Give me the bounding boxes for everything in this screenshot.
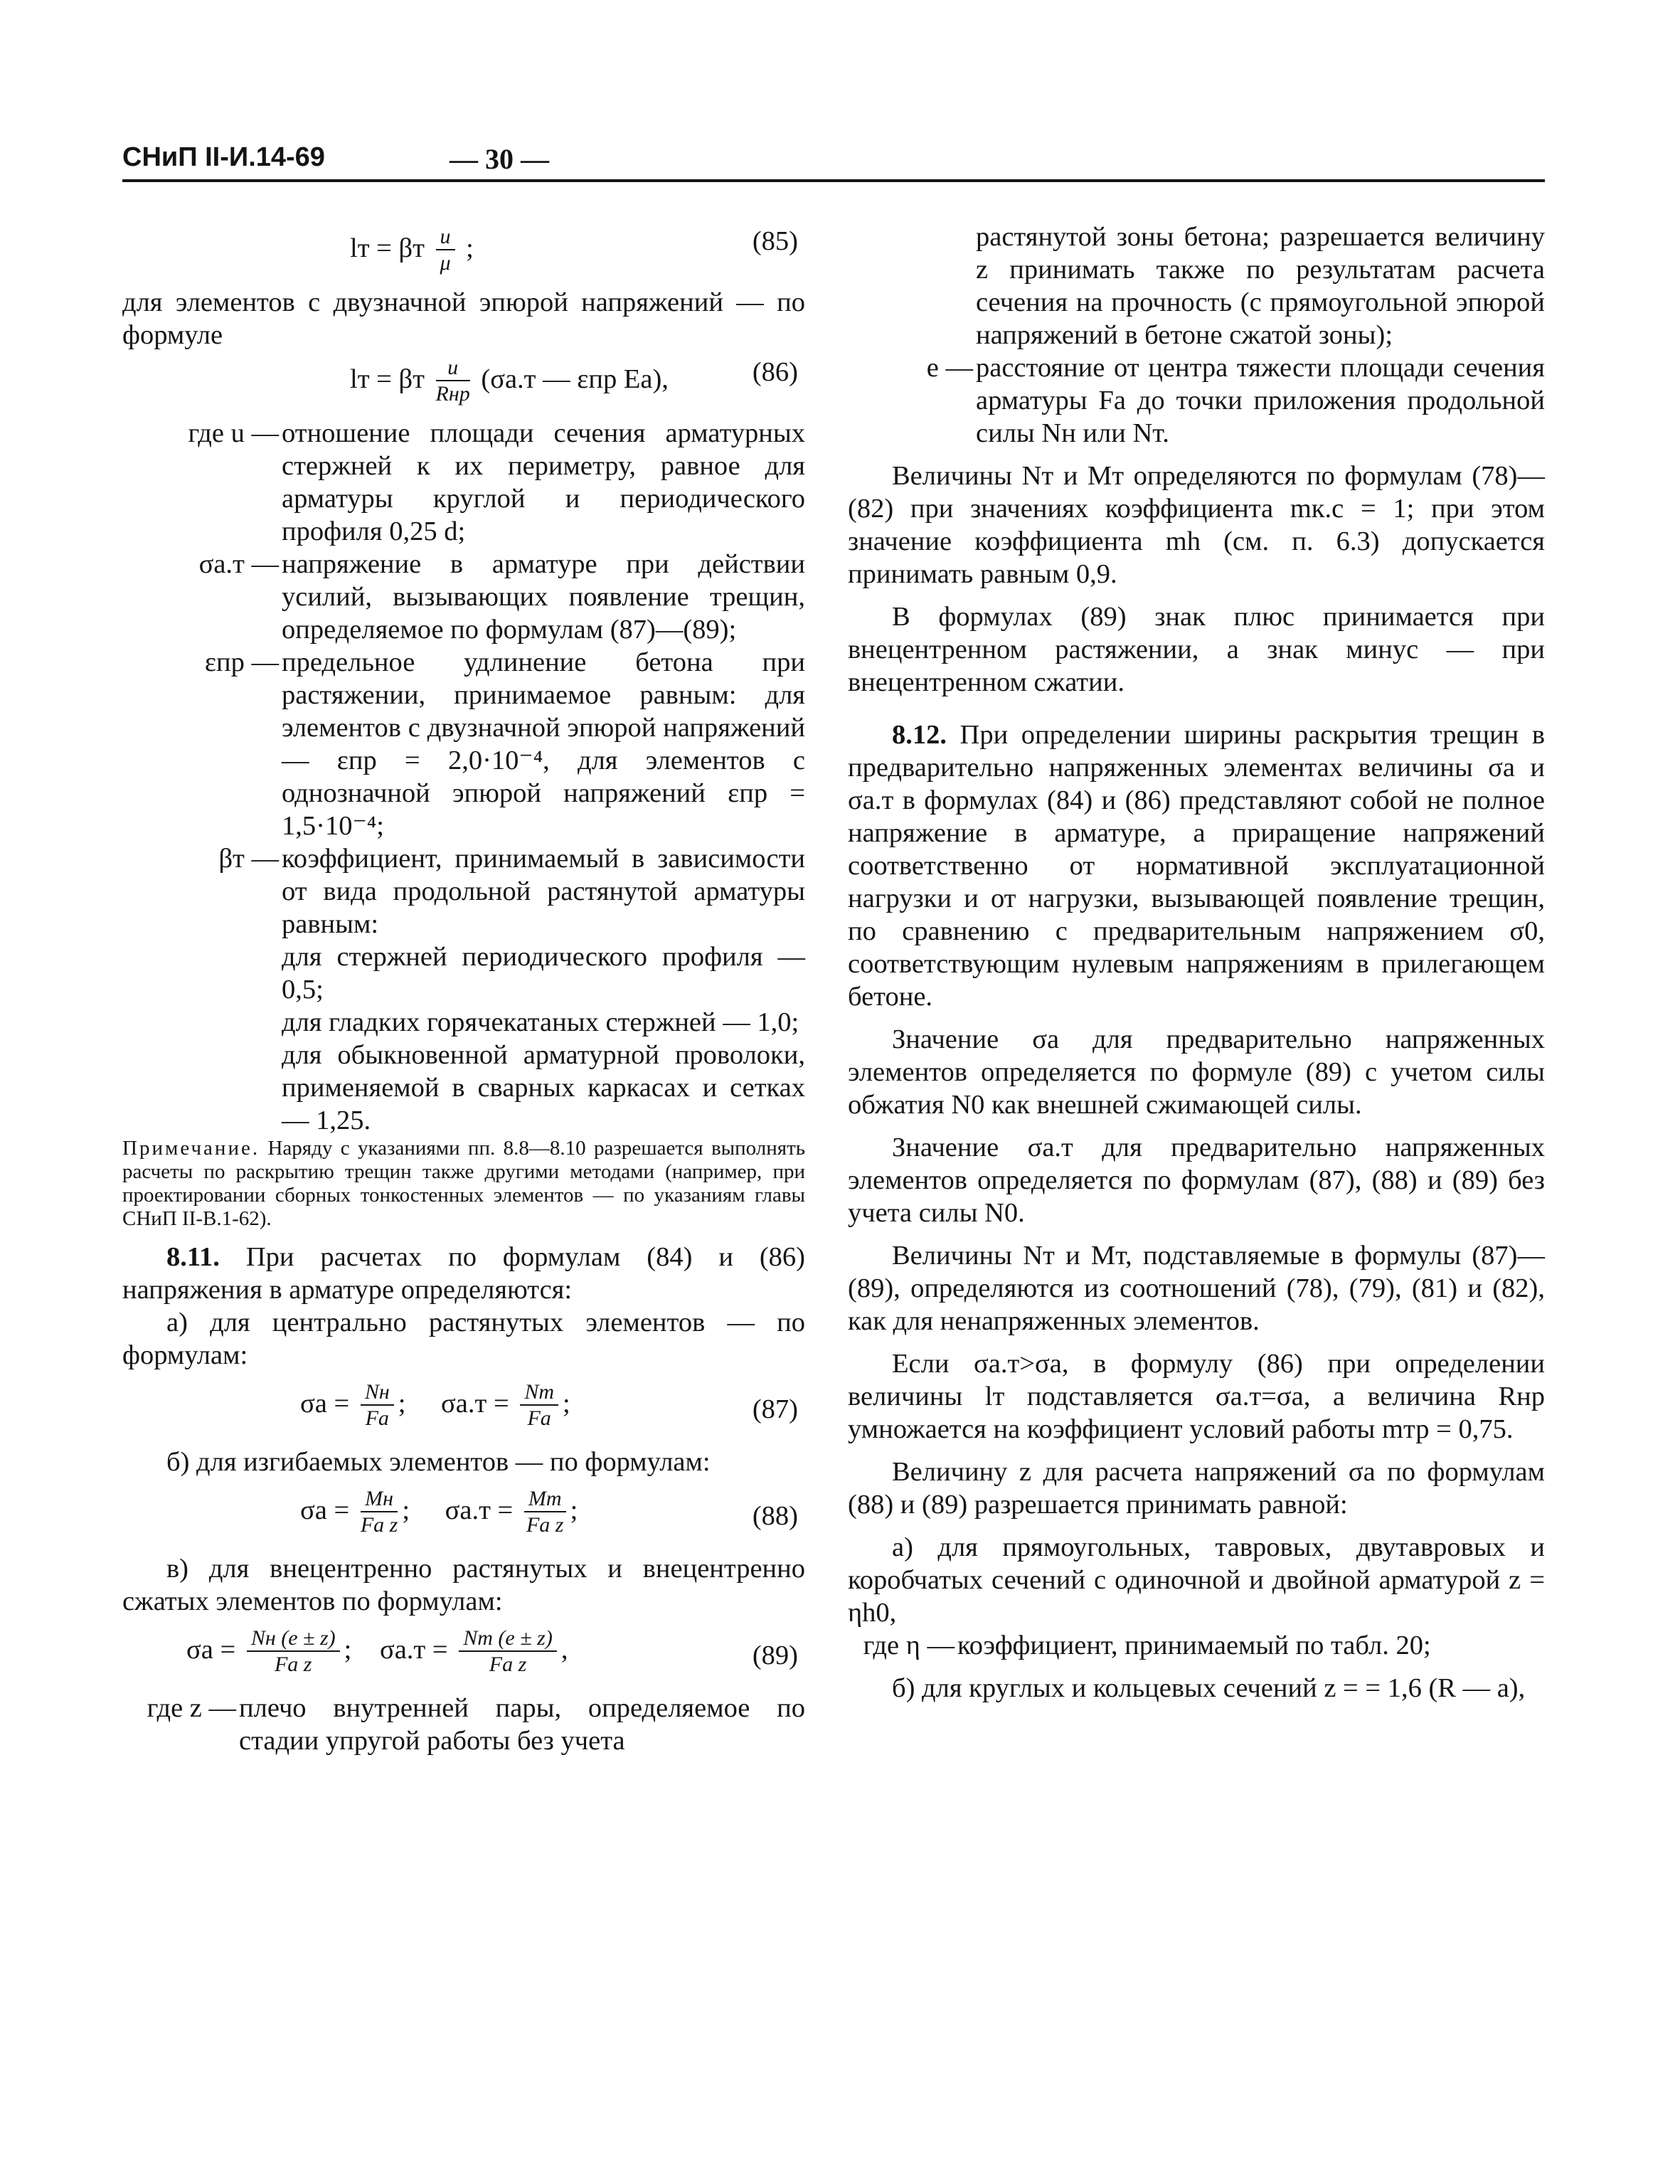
definition-sigma bbox=[122, 548, 805, 646]
definition-u bbox=[122, 417, 805, 548]
formula-lhs: σа.т = bbox=[379, 1634, 448, 1665]
page-number: — 30 — bbox=[450, 143, 549, 175]
formula-denominator: Fа bbox=[527, 1406, 551, 1430]
formula-numerator: u bbox=[436, 356, 470, 381]
formula-denominator: Fа z bbox=[526, 1513, 564, 1537]
definition-term: εпр — bbox=[204, 647, 279, 677]
definition-term: где η — bbox=[863, 1631, 955, 1660]
paragraph: В формулах (89) знак плюс принимается при внецентренном растяжении, а знак минус — при внецентренном сжатии. bbox=[848, 602, 1545, 697]
formula-numerator: Nт bbox=[520, 1380, 558, 1406]
formula-lhs: σа = bbox=[186, 1634, 236, 1665]
definition-text: предельное удлинение бетона при растяжении, принимаемое равным: для элементов с двузначной эпюрой напряжений — εпр = 2,0·10⁻⁴, для элементов с однозначной эпюрой напряжений εпр = 1,5·10⁻⁴; bbox=[282, 647, 805, 841]
definition-z bbox=[122, 1692, 805, 1757]
formula-number: (87) bbox=[752, 1394, 798, 1424]
formula-tail: (σа.т — εпр Eа), bbox=[481, 364, 669, 394]
list-item: для гладких горячекатаных стержней — 1,0; bbox=[282, 1007, 799, 1037]
formula-numerator: Nт (e ± z) bbox=[459, 1626, 557, 1652]
formula-denominator: Fа z bbox=[489, 1653, 527, 1676]
definition-term: где u — bbox=[188, 418, 279, 448]
definition-eta bbox=[848, 1629, 1545, 1662]
formula-lhs: σа = bbox=[300, 1495, 350, 1525]
definition-term: βт — bbox=[218, 844, 279, 874]
definition-text: коэффициент, принимаемый в зависимости от вида продольной растянутой арматуры равным: bbox=[282, 844, 805, 939]
note-label: Примечание. bbox=[122, 1137, 260, 1160]
definition-text: коэффициент, принимаемый по табл. 20; bbox=[957, 1631, 1431, 1660]
formula-numerator: Mт bbox=[524, 1487, 566, 1512]
formula-denominator: Rнр bbox=[435, 382, 470, 405]
left-column bbox=[122, 221, 805, 1757]
paragraph: Если σа.т>σа, в формулу (86) при определении величины lт подставляется σа.т=σа, а величина Rнр умножается на коэффициент условий работы mтр = 0,75. bbox=[848, 1349, 1545, 1444]
formula-numerator: Nн bbox=[361, 1380, 394, 1406]
formula-86 bbox=[122, 351, 805, 417]
formula-lhs: σа.т = bbox=[441, 1388, 509, 1419]
document-id: СНиП II-И.14-69 bbox=[122, 142, 325, 172]
formula-number: (86) bbox=[752, 357, 798, 387]
note bbox=[122, 1137, 805, 1231]
definition-z-continued bbox=[848, 221, 1545, 351]
item-a: а) для прямоугольных, тавровых, двутавровых и коробчатых сечений с одиночной и двойной арматурой z = ηh0, bbox=[848, 1532, 1545, 1628]
beta-values bbox=[122, 940, 805, 1137]
formula-numerator: Mн bbox=[361, 1487, 398, 1512]
item-v: в) для внецентренно растянутых и внецентренно сжатых элементов по формулам: bbox=[122, 1554, 805, 1616]
formula-lhs: σа = bbox=[300, 1388, 350, 1419]
paragraph-8-12 bbox=[848, 719, 1545, 1013]
formula-88: σа = $\frac{Mн}{\text{Fа z}}$ ; σа.т = $\frac{Mт}{\text{Fа z}}$ ; (88) bbox=[300, 1487, 798, 1537]
definition-beta bbox=[122, 842, 805, 940]
paragraph: Величины Nт и Mт, подставляемые в формулы (87)—(89), определяются из соотношений (78), (79), (81) и (82), как для ненапряженных элементов. bbox=[848, 1241, 1545, 1336]
definition-text: плечо внутренней пары, определяемое по стадии упругой работы без учета bbox=[239, 1693, 805, 1756]
formula-89: σа = $\frac{Nн (e \pm z)}{\text{Fа z}}$ ; σа.т = $\frac{Nт (e \pm z)}{\text{Fа z}}$ , (89) bbox=[186, 1626, 798, 1676]
list-item: для обыкновенной арматурной проволоки, применяемой в сварных каркасах и сетках — 1,25. bbox=[282, 1040, 805, 1135]
paragraph: Значение σа для предварительно напряженных элементов определяется по формуле (89) с учетом силы обжатия N0 как внешней сжимающей силы. bbox=[848, 1024, 1545, 1120]
section-number: 8.12. bbox=[892, 720, 947, 750]
page-header bbox=[122, 142, 1545, 184]
formula-denominator: Fа z bbox=[360, 1513, 398, 1537]
section-number: 8.11. bbox=[166, 1242, 220, 1272]
definition-term: где z — bbox=[147, 1693, 236, 1723]
formula-denominator: Fа bbox=[365, 1406, 389, 1430]
definition-epsilon bbox=[122, 646, 805, 842]
formula-denominator: Fа z bbox=[274, 1653, 312, 1676]
formula-87: σа = $\frac{Nн}{Fа}$ ; σа.т = $\frac{Nт}{Fа}$ ; (87) bbox=[300, 1380, 798, 1430]
list-item: для стержней периодического профиля — 0,5; bbox=[282, 942, 805, 1004]
item-a: а) для центрально растянутых элементов — по формулам: bbox=[122, 1308, 805, 1370]
header-rule bbox=[122, 179, 1545, 182]
formula-numerator: Nн (e ± z) bbox=[247, 1626, 340, 1652]
formula-85 bbox=[122, 221, 805, 286]
paragraph: Величины Nт и Mт определяются по формулам (78)—(82) при значениях коэффициента mк.с = 1; при этом значение коэффициента mh (см. п. 6.3) допускается принимать равным 0,9. bbox=[848, 461, 1545, 589]
item-b: б) для изгибаемых элементов — по формулам: bbox=[166, 1447, 711, 1477]
formula-denominator: μ bbox=[440, 251, 451, 275]
definition-text: расстояние от центра тяжести площади сечения арматуры Fа до точки приложения продольной силы Nн или Nт. bbox=[976, 353, 1545, 448]
definition-text: напряжение в арматуре при действии усилий, вызывающих появление трещин, определяемое по формулам (87)—(89); bbox=[282, 549, 805, 645]
formula-number: (85) bbox=[752, 226, 798, 256]
right-column bbox=[848, 221, 1545, 1705]
text-line: для элементов с двузначной эпюрой напряжений — по формуле bbox=[122, 287, 805, 350]
paragraph: Величину z для расчета напряжений σа по формулам (88) и (89) разрешается принимать равной: bbox=[848, 1457, 1545, 1520]
paragraph-8-11 bbox=[122, 1241, 805, 1306]
note-text: Наряду с указаниями пп. 8.8—8.10 разрешается выполнять расчеты по раскрытию трещин также другими методами (например, при проектировании сборных тонкостенных элементов — по указаниям главы СНиП II-В.1-62). bbox=[122, 1137, 805, 1230]
formula-number: (89) bbox=[752, 1640, 798, 1670]
formula-lhs: lт = βт bbox=[350, 364, 425, 394]
paragraph-text: При расчетах по формулам (84) и (86) напряжения в арматуре определяются: bbox=[122, 1242, 805, 1305]
formula-lhs: σа.т = bbox=[445, 1495, 514, 1525]
definition-text: отношение площади сечения арматурных стержней к их периметру, равное для арматуры круглой и периодического профиля 0,25 d; bbox=[282, 418, 805, 546]
formula-lhs: lт = βт bbox=[350, 233, 425, 263]
formula-tail: ; bbox=[466, 233, 474, 263]
definition-term: σа.т — bbox=[198, 549, 279, 579]
paragraph: Значение σа.т для предварительно напряженных элементов определяется по формулам (87), (88) и (89) без учета силы N0. bbox=[848, 1133, 1545, 1228]
definition-text: растянутой зоны бетона; разрешается величину z принимать также по результатам расчета сечения на прочность (с прямоугольной эпюрой напряжений в бетоне сжатой зоны); bbox=[976, 222, 1545, 350]
paragraph-text: При определении ширины раскрытия трещин в предварительно напряженных элементах величины σа и σа.т в формулах (84) и (86) представляют собой не полное напряжение в арматуре, а приращение напряжений соответственно от нормативной эксплуатационной нагрузки и от нагрузки, вызывающей появление трещин, по сравнению с предварительным напряжением σ0, соответствующим нулевым напряжениям в прилегающем бетоне. bbox=[848, 720, 1545, 1012]
item-b: б) для круглых и кольцевых сечений z = = 1,6 (R — a), bbox=[892, 1673, 1526, 1703]
definition-term: e — bbox=[926, 353, 973, 383]
formula-number: (88) bbox=[752, 1501, 798, 1531]
definition-e bbox=[848, 351, 1545, 450]
formula-numerator: u bbox=[436, 225, 455, 250]
